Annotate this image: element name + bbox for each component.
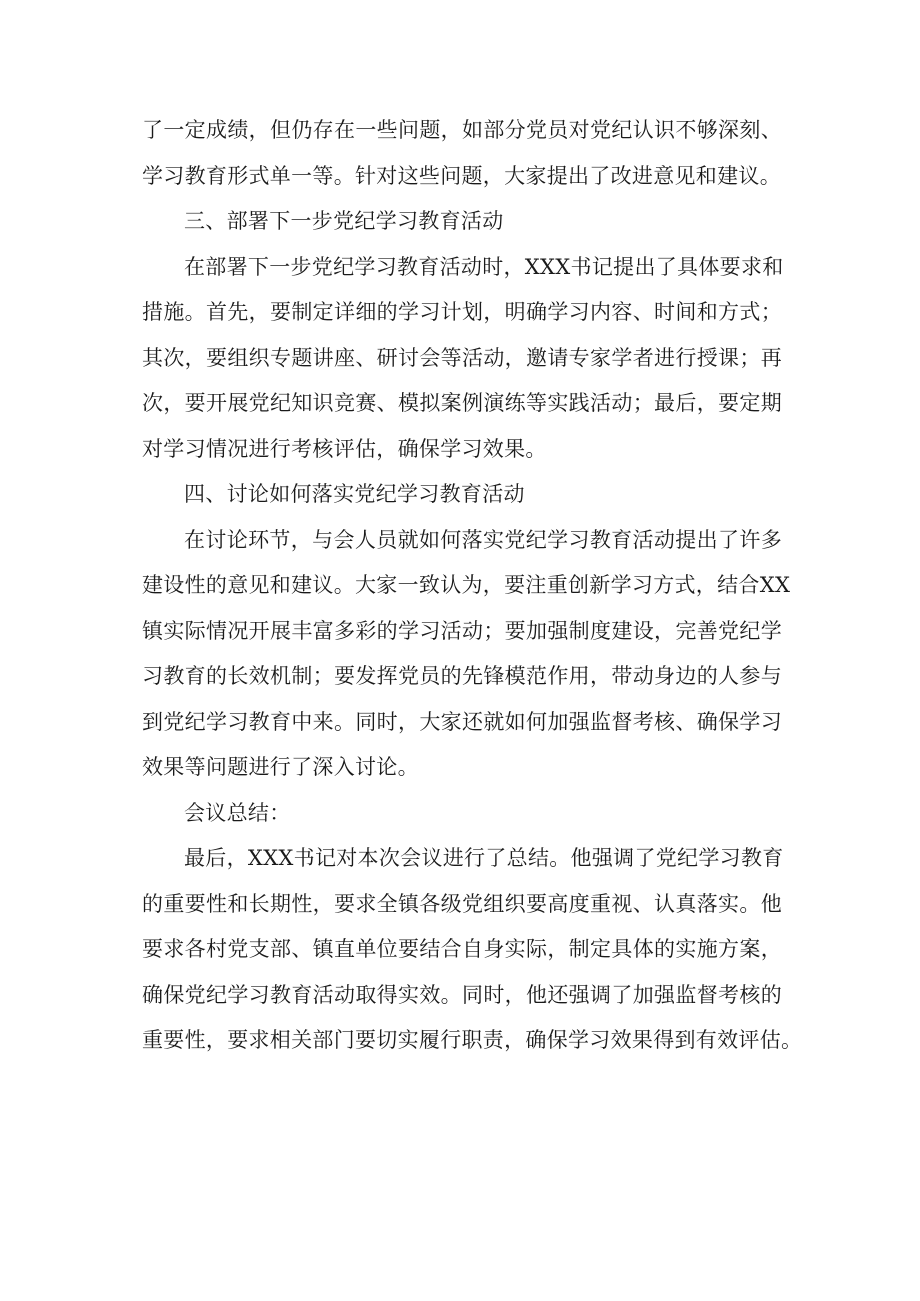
paragraph-line: 在讨论环节，与会人员就如何落实党纪学习教育活动提出了许多 xyxy=(184,527,782,552)
paragraph-line: 到党纪学习教育中来。同时，大家还就如何加强监督考核、确保学习 xyxy=(142,709,782,734)
summary-heading: 会议总结： xyxy=(184,800,291,825)
paragraph-line: 镇实际情况开展丰富多彩的学习活动；要加强制度建设，完善党纪学 xyxy=(142,618,782,643)
paragraph-line: 最后，XXX书记对本次会议进行了总结。他强调了党纪学习教育 xyxy=(184,846,784,870)
paragraph-line: 对学习情况进行考核评估，确保学习效果。 xyxy=(142,436,547,461)
paragraph-line: 的重要性和长期性，要求全镇各级党组织要高度重视、认真落实。他 xyxy=(142,891,782,916)
section-heading-4: 四、讨论如何落实党纪学习教育活动 xyxy=(184,482,525,506)
paragraph-line: 措施。首先，要制定详细的学习计划，明确学习内容、时间和方式； xyxy=(142,300,782,324)
paragraph-line: 在部署下一步党纪学习教育活动时，XXX书记提出了具体要求和 xyxy=(184,254,784,279)
paragraph-line: 要求各村党支部、镇直单位要结合自身实际，制定具体的实施方案， xyxy=(142,937,782,961)
paragraph-line: 重要性，要求相关部门要切实履行职责，确保学习效果得到有效评估。 xyxy=(142,1028,803,1052)
document-body xyxy=(142,108,803,1064)
paragraph-line: 了一定成绩，但仍存在一些问题，如部分党员对党纪认识不够深刻、 xyxy=(142,118,782,142)
section-heading-3: 三、部署下一步党纪学习教育活动 xyxy=(184,209,504,233)
paragraph-line: 建设性的意见和建议。大家一致认为，要注重创新学习方式，结合XX xyxy=(142,573,791,597)
paragraph-line: 次，要开展党纪知识竞赛、模拟案例演练等实践活动；最后，要定期 xyxy=(142,391,782,415)
paragraph-line: 学习教育形式单一等。针对这些问题，大家提出了改进意见和建议。 xyxy=(142,163,781,188)
paragraph-line: 效果等问题进行了深入讨论。 xyxy=(142,755,419,779)
paragraph-line: 其次，要组织专题讲座、研讨会等活动，邀请专家学者进行授课；再 xyxy=(142,345,782,370)
paragraph-line: 确保党纪学习教育活动取得实效。同时，他还强调了加强监督考核的 xyxy=(142,982,782,1007)
paragraph-line: 习教育的长效机制；要发挥党员的先锋模范作用，带动身边的人参与 xyxy=(142,664,782,688)
